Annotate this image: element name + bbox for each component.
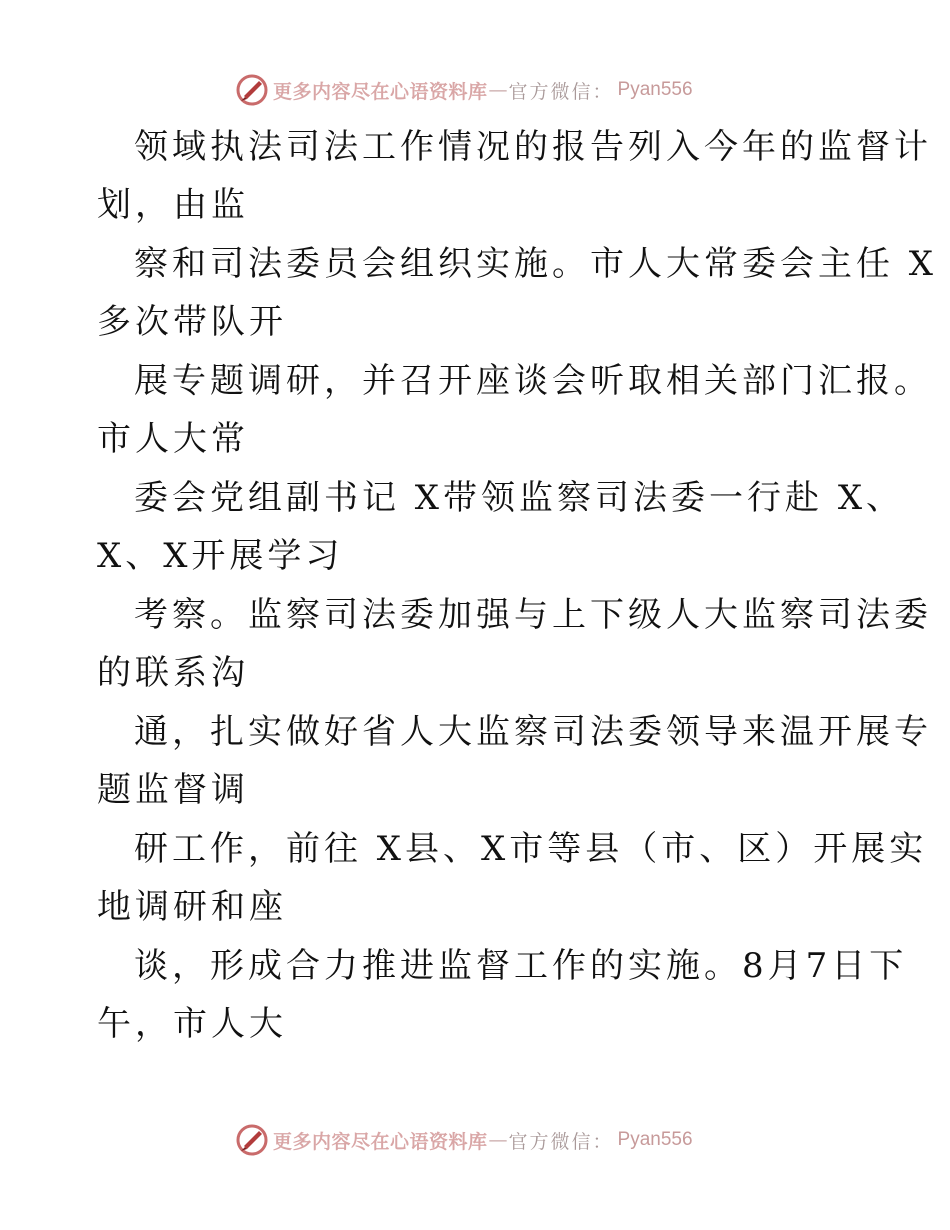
text-line: 的联系沟 (97, 653, 249, 693)
text-line: X、X开展学习 (97, 536, 344, 576)
watermark-wechat-id: Pyan556 (617, 1129, 693, 1150)
text-line: 委会党组副书记 X带领监察司法委一行赴 X、 (134, 478, 905, 518)
watermark-text: 更多内容尽在心语资料库 (273, 1130, 488, 1153)
text-line: 领域执法司法工作情况的报告列入今年的监督计 (134, 127, 932, 167)
watermark-official-label: 官方微信： (508, 80, 614, 103)
text-line: 市人大常 (97, 419, 249, 459)
footer-watermark (235, 1122, 693, 1158)
text-line: 展专题调研，并召开座谈会听取相关部门汇报。 (134, 361, 932, 401)
watermark-logo-icon (235, 1123, 269, 1157)
watermark-dash: — (488, 1129, 508, 1151)
text-line: 研工作，前往 X县、X市等县（市、区）开展实 (134, 829, 928, 869)
text-line: 谈，形成合力推进监督工作的实施。8月7日下 (134, 946, 908, 986)
text-line: 通，扎实做好省人大监察司法委领导来温开展专 (134, 712, 932, 752)
text-line: 地调研和座 (97, 887, 287, 927)
watermark-dash: — (488, 79, 508, 101)
text-line: 多次带队开 (97, 302, 287, 342)
text-line: 察和司法委员会组织实施。市人大常委会主任 X (134, 244, 938, 284)
watermark-official-label: 官方微信： (508, 1130, 614, 1153)
text-line: 划，由监 (97, 185, 249, 225)
text-line: 午，市人大 (97, 1004, 287, 1044)
text-line: 考察。监察司法委加强与上下级人大监察司法委 (134, 595, 932, 635)
watermark-wechat-id: Pyan556 (617, 79, 693, 100)
text-line: 题监督调 (97, 770, 249, 810)
watermark-text: 更多内容尽在心语资料库 (273, 80, 488, 103)
